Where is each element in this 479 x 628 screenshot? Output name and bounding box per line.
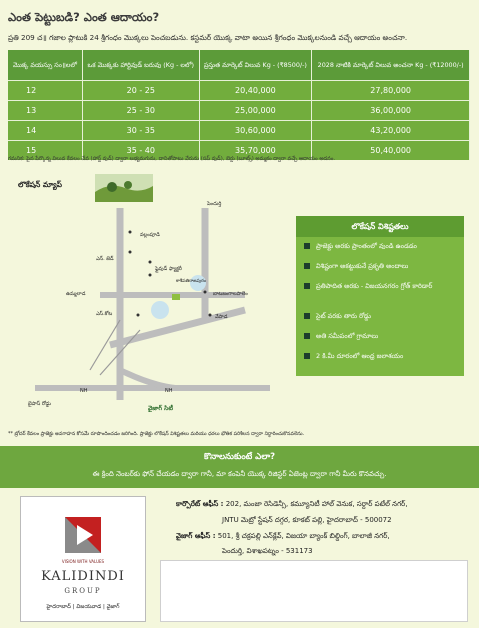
feature-text: 2 కి.మీ దూరంలో ఆంధ్ర జలాశయం [316,352,404,360]
contact-title: కొనాలనుకుంటే ఎలా? [203,452,276,462]
table-cell: 30 - 35 [83,121,199,141]
location-section [0,170,479,415]
investment-intro: ప్రతి 209 చ॥ గజాల ప్లాటుకి 24 శ్రీగంధం మొక్కలు పెంచబడును. కస్టమర్ యొక్క వాటా అయిన శ్రీగంధం మొక్కలనుండి వచ్చే ఆదాయం అంచనా. [8,33,408,42]
vizag-office [176,532,390,542]
map-label-left2: ఎన్. జెడ్ [96,256,114,262]
features-heading: లొకేషన్ విశిష్టతలు [296,216,464,237]
place-dots [129,231,212,317]
map-label-top: పెందుర్తి [207,201,222,207]
corporate-office [176,500,408,510]
logo-name: KALIDINDI [41,569,125,584]
vizag-office-line2: పెందుర్తి, విశాఖపట్నం - 531173 [222,547,313,555]
table-cell: 25,00,000 [199,101,312,121]
table-cell: 20 - 25 [83,81,199,101]
contact-subtitle: ఈ క్రింది నెంబర్‌కు ఫోన్ చేయడం ద్వారా గానీ, మా కంపెనీ యొక్క రిజిస్టర్ ఏజెంట్ల ద్వారా గానీ మీరు కొనవచ్చు. [92,470,387,478]
feature-text: సైట్ వరకు తారు రోడ్డు [316,312,371,320]
col-weight: ఒక మొక్కకు హార్టివుడ్ బరువు (Kg - లలో) [83,50,199,81]
col-2028: 2028 నాటికి మార్కెట్ విలువ అంచనా Kg - (₹12000/-) [312,50,470,81]
location-features-panel [296,216,464,376]
company-section [0,488,479,628]
table-cell: 30,60,000 [199,121,312,141]
table-cell: 14 [8,121,83,141]
disclaimer-text: ** బ్రోచర్ కేవలం ప్రాజెక్టు అవగాహన కోసమే రూపొందించడం జరిగింది. ప్రాజెక్టు లొకేషన్ విశిష్టతలు మరియు ధరలు భౌతిక పరిశీలన ద్వారా నిర్ధారించుకొనవలెను. [8,431,305,437]
income-table [8,50,470,160]
feature-item [304,242,417,252]
map-label-bypass: బైపాస్ రోడ్డు [28,401,51,407]
investment-title: ఎంత పెట్టుబడి? ఎంత ఆదాయం? [8,10,160,24]
bullet-icon [304,333,310,339]
agent-stamp-area [160,560,468,622]
table-cell: 25 - 30 [83,101,199,121]
map-label-left1: ఉమ్మలాడ [66,291,86,297]
map-title: లొకేషన్ మ్యాప్ [18,180,63,189]
logo-group: GROUP [64,587,102,595]
map-label-nh2: NH [165,388,173,394]
map-label-nh: NH [80,388,88,394]
table-cell: 36,00,000 [312,101,470,121]
logo-cities: హైదరాబాద్ | విజయవాడ | వైజాగ్ [46,604,120,610]
investment-section [0,0,479,165]
corporate-office-label: కార్పొరేట్ ఆఫీస్ : [176,500,224,508]
feature-item [304,352,403,362]
table-cell: 43,20,000 [312,121,470,141]
feature-text: అతి సమీపంలో గ్రామాలు [316,332,379,340]
corporate-office-line2: JNTU మెట్రో స్టేషన్ దగ్గర, కూకట్ పల్లి, హైదరాబాద్ - 500072 [222,516,392,524]
logo-tagline: VISION WITH VALUES [61,559,105,564]
vizag-office-line1: 501, శ్రీ చక్రపల్లి ఎన్‌క్లేవ్, విజయా బ్యాంక్ బిల్డింగ్, బాలాజీ నగర్, [217,532,390,540]
bullet-icon [304,353,310,359]
bullet-icon [304,263,310,269]
bullet-icon [304,313,310,319]
map-label-project: కాశీపతిరాజపురం [176,279,207,284]
table-row [8,81,470,101]
col-current: ప్రస్తుత మార్కెట్ విలువ Kg - (₹8500/-) [199,50,312,81]
table-cell: 12 [8,81,83,101]
table-cell: 27,80,000 [312,81,470,101]
table-cell: 13 [8,101,83,121]
feature-text: విశిష్టంగా అకట్టుకునే ప్రకృతి అందాలు [316,262,409,270]
feature-item [304,282,454,291]
feature-item [304,332,378,342]
map-label-left3: ఫ్లైవుడ్ ఫ్యాక్టరీ [155,266,182,272]
feature-item [304,262,408,272]
table-cell: 20,40,000 [199,81,312,101]
table-row [8,121,470,141]
table-cell: 35,70,000 [199,141,312,161]
table-cell: 50,40,000 [312,141,470,161]
table-row [8,101,470,121]
col-age: మొక్క వయస్సు సం॥లలో [8,50,83,81]
location-map [0,170,300,415]
vizag-office-label: వైజాగ్ ఆఫీస్ : [176,532,216,540]
company-logo [20,496,146,622]
bullet-icon [304,243,310,249]
landscape-image [95,174,153,202]
map-label-right3: వల్లంపూడి [140,232,160,238]
map-label-left4: ఎస్.కోట [96,311,113,317]
kalidindi-logo-icon [63,515,103,555]
table-header-row [8,50,470,81]
feature-item [304,312,371,322]
map-label-right1: బాటజంగాలపాలెం [213,291,248,297]
bullet-icon [304,283,310,289]
map-label-city: వైజాగ్ సిటీ [148,405,173,412]
feature-text: ప్రాజెక్టు అరకు ప్రాంతంలో వుండి ఉండడం [316,242,417,250]
table-footnote: గమనిక: పైన పేర్కొన్న విలువ కేవలం చేవ (హార్ట్ వుడ్) ద్వారా లభ్యమగును, దానితోపాటు వేరును (సప్ వుడ్), బెర్డు (బూట్స్) అమ్మకం ద్వారా వచ్చే ఆదాయం అదనం. [8,156,336,162]
contact-banner [0,446,479,488]
table-cell: 15 [8,141,83,161]
corporate-office-line1: 202, మంజా రెసిడెన్సీ, కమ్యూనిటీ హాల్ వెనుక, సర్దార్ పటేల్ నగర్, [225,500,408,508]
map-label-right2: వేపాడ [215,314,228,320]
table-cell: 35 - 40 [83,141,199,161]
feature-text: ప్రతిపాదిత అరకు - విజయనగరం గ్రోత్ కారిడార్ [316,282,433,290]
